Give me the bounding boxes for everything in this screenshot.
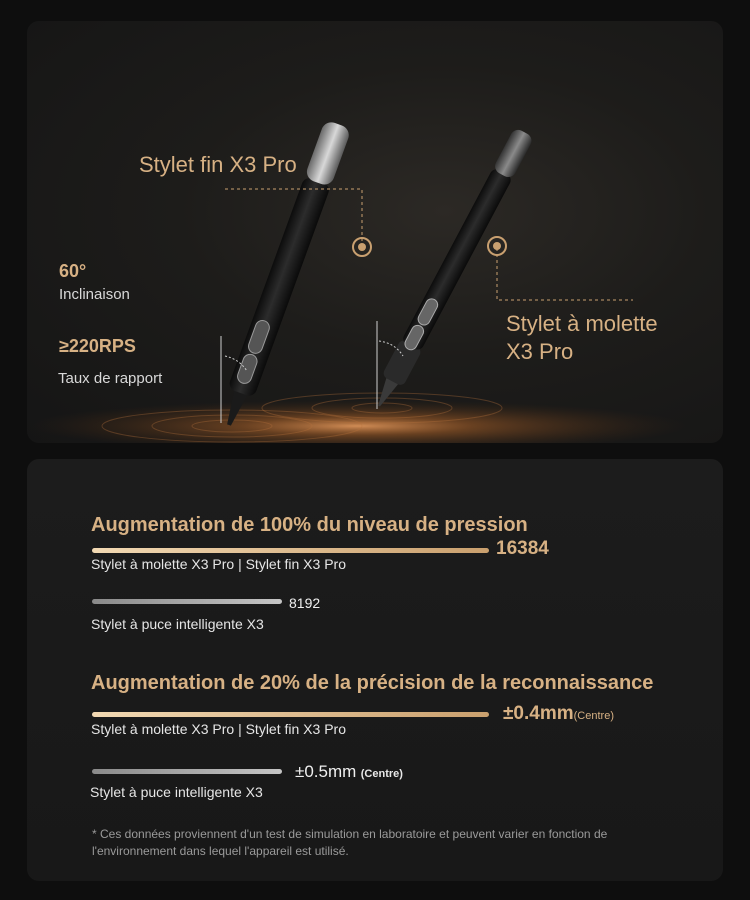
pressure-title: Augmentation de 100% du niveau de pression [91,514,528,536]
accuracy-smart-bar [92,769,282,774]
accuracy-title: Augmentation de 20% de la précision de la reconnaissance [91,672,654,694]
tilt-label: Inclinaison [59,286,130,303]
accuracy-smart-value-group [295,762,403,782]
accuracy-pro-value: ±0.4mm [503,703,574,724]
pressure-smart-bar [92,599,282,604]
accuracy-smart-label: Stylet à puce intelligente X3 [90,784,263,800]
wheel-pen-callout [506,310,706,366]
tilt-value: 60° [59,261,87,281]
fine-pen-callout: Stylet fin X3 Pro [139,152,297,177]
accuracy-smart-unit: (Centre) [360,768,403,780]
pressure-smart-value: 8192 [289,595,321,611]
accuracy-pro-value-group [503,703,614,725]
pressure-smart-label: Stylet à puce intelligente X3 [91,616,264,632]
wheel-pen-callout-line2: X3 Pro [506,339,574,364]
accuracy-pro-unit: (Centre) [573,710,614,722]
report-rate-value: ≥220RPS [59,336,136,356]
hero-panel [27,21,723,443]
report-rate-label: Taux de rapport [58,370,163,387]
footnote: * Ces données proviennent d'un test de simulation en laboratoire et peuvent varier en fonction de l'environnement dans lequel l'appareil est utilisé. [92,827,608,858]
wheel-pen-callout-line1: Stylet à molette [506,311,658,336]
callout-markers [353,237,506,256]
pressure-pro-value: 16384 [496,538,549,559]
accuracy-smart-value: ±0.5mm [295,762,357,781]
comparison-panel [27,459,723,881]
wheel-pen [368,127,535,412]
accuracy-pro-label: Stylet à molette X3 Pro | Stylet fin X3 Pro [91,721,346,737]
pressure-pro-label: Stylet à molette X3 Pro | Stylet fin X3 Pro [91,556,346,572]
accuracy-pro-bar [92,712,489,717]
pressure-pro-bar [92,548,489,553]
